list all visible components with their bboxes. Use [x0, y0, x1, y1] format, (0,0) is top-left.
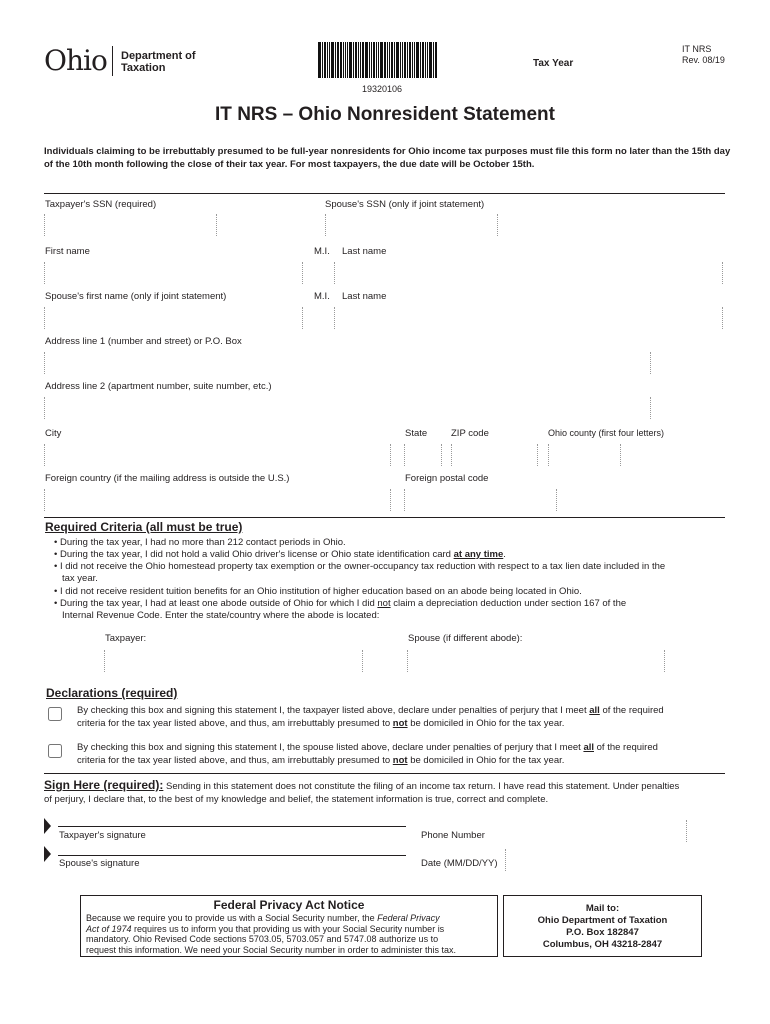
barcode-bar [355, 42, 357, 78]
criteria-item-3: • I did not receive the Ohio homestead property tax exemption or the owner-occupancy tax reduction with respect to a tax lien date included in the [54, 561, 666, 572]
barcode-bar [435, 42, 437, 78]
privacy-text: Because we require you to provide us with a Social Security number, the Federal Privacy Act of 1974 requires us to inform you that providing us with your Social Security number is mandatory. Ohio Revised Code sections 5703.05, 5703.057 and 5747.08 authorize us to request this information. We need your Social Security number in order to administer this tax. [86, 913, 457, 955]
barcode-bar [360, 42, 361, 78]
barcode-bar [409, 42, 411, 78]
taxpayer-declaration-text: By checking this box and signing this statement I, the taxpayer listed above, declare under penalties of perjury that I meet all of the required criteria for the tax year listed above, and thus, am irrebuttably presumed to not be domiciled in Ohio for the tax year. [77, 705, 664, 729]
barcode-bar [414, 42, 415, 78]
barcode-bar [396, 42, 399, 78]
barcode-bar [371, 42, 372, 78]
barcode [318, 42, 438, 78]
foreign-postal-label: Foreign postal code [405, 473, 489, 484]
address2-label: Address line 2 (apartment number, suite number, etc.) [45, 381, 272, 392]
barcode-bar [331, 42, 334, 78]
taxpayer-ssn-input[interactable] [44, 212, 218, 238]
ohio-logo: Ohio [44, 44, 107, 77]
privacy-heading: Federal Privacy Act Notice [213, 898, 365, 912]
taxpayer-signature-label: Taxpayer's signature [59, 830, 146, 841]
spouse-last-name-label: Last name [342, 291, 387, 302]
sign-arrow-icon [44, 846, 51, 862]
criteria-item-1: • During the tax year, I had no more than 212 contact periods in Ohio. [54, 537, 346, 548]
spouse-ssn-input[interactable] [325, 212, 499, 238]
taxpayer-signature-input[interactable] [58, 808, 410, 828]
date-label: Date (MM/DD/YY) [421, 858, 498, 869]
barcode-bar [416, 42, 419, 78]
state-label: State [405, 428, 428, 439]
state-input[interactable] [400, 442, 444, 468]
mi-input[interactable] [304, 260, 338, 286]
zip-label: ZIP code [451, 428, 489, 439]
intro-text: Individuals claiming to be irrebuttably presumed to be full-year nonresidents for Ohio income tax purposes must file this form no later than the 15th day of the 10th month following the close of their tax year. For most taxpayers, the due date will be October 15th. [44, 146, 731, 170]
barcode-bar [389, 42, 390, 78]
barcode-bar [391, 42, 393, 78]
barcode-bar [380, 42, 383, 78]
phone-label: Phone Number [421, 830, 485, 841]
sign-rule [44, 773, 725, 774]
barcode-bar [404, 42, 406, 78]
city-label: City [45, 428, 62, 439]
page-title: IT NRS – Ohio Nonresident Statement [215, 104, 555, 125]
barcode-bar [376, 42, 377, 78]
barcode-bar [343, 42, 344, 78]
spouse-first-name-label: Spouse's first name (only if joint statement) [45, 291, 227, 302]
abode-taxpayer-input[interactable] [104, 648, 363, 674]
spouse-mi-input[interactable] [304, 305, 338, 331]
form-revision: IT NRS Rev. 08/19 [682, 44, 725, 65]
sign-heading: Sign Here (required): [44, 778, 164, 792]
spouse-ssn-label: Spouse's SSN (only if joint statement) [325, 199, 485, 210]
tax-year-input[interactable] [580, 52, 654, 72]
criteria-item-4: • I did not receive resident tuition benefits for an Ohio institution of higher education based on an abode being located in Ohio. [54, 586, 582, 597]
foreign-country-label: Foreign country (if the mailing address is outside the U.S.) [45, 473, 290, 484]
criteria-rule [44, 517, 725, 518]
first-name-label: First name [45, 246, 90, 257]
abode-spouse-label: Spouse (if different abode): [408, 633, 523, 644]
barcode-bar [337, 42, 339, 78]
sign-section: Sign Here (required): Sending in this statement does not constitute the filing of an income tax return. I have read this statement. Under penalties of perjury, I declare that, to the best of my knowledge and belief, the statement information is true, correct and complete. [44, 778, 680, 805]
barcode-bar [340, 42, 342, 78]
barcode-bar [400, 42, 401, 78]
barcode-number: 19320106 [362, 84, 403, 94]
spouse-declaration-checkbox[interactable] [48, 744, 62, 758]
barcode-bar [425, 42, 426, 78]
barcode-bar [329, 42, 330, 78]
last-name-label: Last name [342, 246, 387, 257]
taxpayer-declaration-checkbox[interactable] [48, 707, 62, 721]
barcode-bar [347, 42, 348, 78]
barcode-bar [324, 42, 326, 78]
foreign-postal-input[interactable] [404, 487, 558, 513]
barcode-bar [353, 42, 354, 78]
barcode-bar [318, 42, 321, 78]
barcode-bar [327, 42, 328, 78]
criteria-item-5: • During the tax year, I had at least one abode outside of Ohio for which I did not claim a depreciation deduction under section 167 of the [54, 598, 627, 609]
spouse-signature-label: Spouse's signature [59, 858, 140, 869]
criteria-item-3-cont: tax year. [62, 573, 98, 584]
barcode-bar [407, 42, 408, 78]
logo-divider [112, 46, 113, 76]
spouse-first-name-input[interactable] [44, 305, 303, 331]
zip-input[interactable] [448, 442, 532, 468]
address1-label: Address line 1 (number and street) or P.O. Box [45, 336, 242, 347]
mi-label: M.I. [314, 246, 330, 257]
barcode-bar [384, 42, 386, 78]
section-rule [44, 193, 725, 194]
date-input[interactable] [505, 849, 609, 873]
mail-address: Mail to: Ohio Department of Taxation P.O. Box 182847 Columbus, OH 43218-2847 [537, 903, 668, 950]
barcode-bar [427, 42, 428, 78]
barcode-bar [387, 42, 388, 78]
barcode-bar [335, 42, 336, 78]
abode-taxpayer-label: Taxpayer: [105, 633, 147, 644]
tax-year-label: Tax Year [533, 58, 574, 69]
barcode-bar [365, 42, 368, 78]
barcode-bar [412, 42, 413, 78]
barcode-bar [345, 42, 346, 78]
first-name-input[interactable] [44, 260, 303, 286]
criteria-item-2: • During the tax year, I did not hold a valid Ohio driver's license or Ohio state identification card at any time. [54, 549, 506, 560]
taxpayer-ssn-label: Taxpayer's SSN (required) [45, 199, 157, 210]
barcode-bar [349, 42, 352, 78]
criteria-item-5-cont: Internal Revenue Code. Enter the state/country where the abode is located: [62, 610, 380, 621]
last-name-input[interactable] [340, 260, 724, 286]
barcode-bar [322, 42, 323, 78]
barcode-bar [422, 42, 424, 78]
barcode-bar [369, 42, 370, 78]
barcode-bar [429, 42, 432, 78]
barcode-bar [378, 42, 379, 78]
foreign-country-input[interactable] [44, 487, 393, 513]
criteria-heading: Required Criteria (all must be true) [45, 520, 243, 534]
barcode-bar [373, 42, 375, 78]
spouse-signature-input[interactable] [58, 837, 410, 857]
barcode-bar [402, 42, 403, 78]
city-input[interactable] [44, 442, 393, 468]
barcode-bar [394, 42, 395, 78]
barcode-bar [420, 42, 421, 78]
spouse-mi-label: M.I. [314, 291, 330, 302]
address2-input[interactable] [44, 395, 652, 421]
department-name: Department of Taxation [121, 50, 196, 74]
abode-spouse-input[interactable] [407, 648, 666, 674]
address1-input[interactable] [44, 350, 652, 376]
declarations-heading: Declarations (required) [46, 686, 178, 700]
barcode-bar [358, 42, 359, 78]
spouse-last-name-input[interactable] [340, 305, 724, 331]
barcode-bar [433, 42, 434, 78]
spouse-declaration-text: By checking this box and signing this statement I, the spouse listed above, declare under penalties of perjury that I meet all of the required criteria for the tax year listed above, and thus, am irrebuttably presumed to not be domiciled in Ohio for the tax year. [77, 742, 658, 766]
county-label: Ohio county (first four letters) [548, 428, 665, 438]
barcode-bar [362, 42, 364, 78]
county-input[interactable] [548, 442, 622, 468]
phone-input[interactable] [490, 820, 690, 844]
sign-arrow-icon [44, 818, 51, 834]
